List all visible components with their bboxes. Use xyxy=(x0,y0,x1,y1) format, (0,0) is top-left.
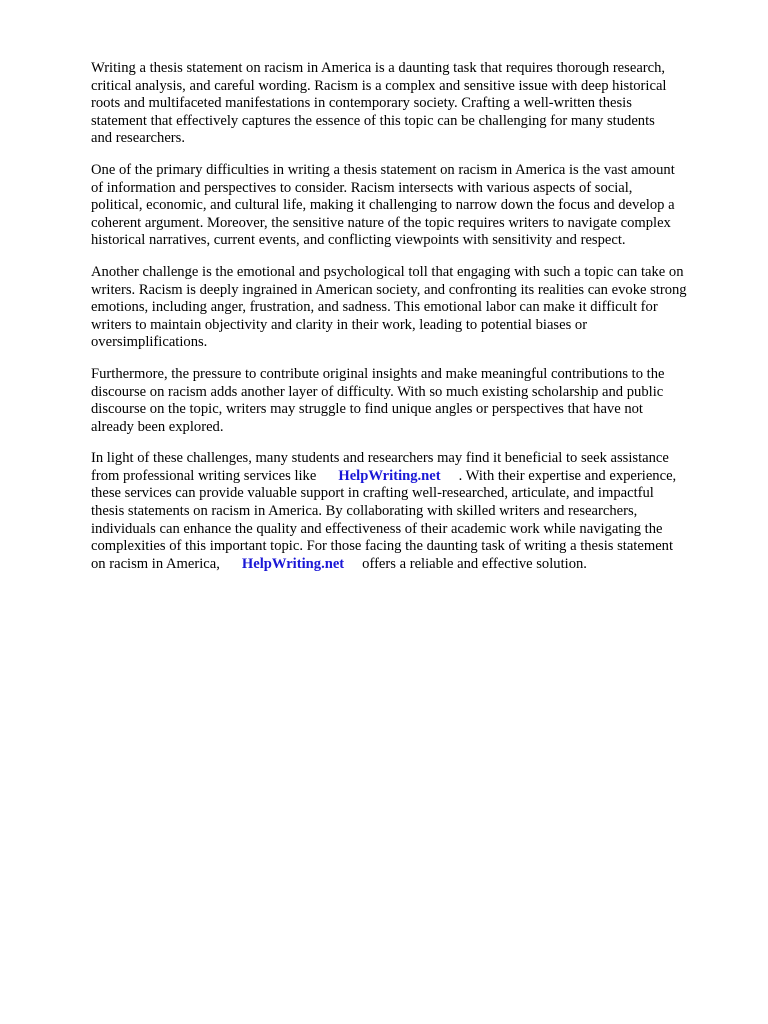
helpwriting-link-2[interactable]: HelpWriting.net xyxy=(241,555,345,572)
conclusion-text-part1: In light of these challenges, many students and researchers may find it beneficial to seek assistance from professional writing services like xyxy=(91,450,669,484)
paragraph-intro: Writing a thesis statement on racism in America is a daunting task that requires thorough research, critical analysis, and careful wording. Racism is a complex and sensitive issue with deep historical roots and multifaceted manifestations in contemporary society. Crafting a well-written thesis statement that effectively captures the essence of this topic can be challenging for many students and researchers. xyxy=(91,60,667,147)
paragraph-emotional-toll: Another challenge is the emotional and psychological toll that engaging with such a topic can take on writers. Racism is deeply ingrained in American society, and confronting its realities can evoke strong emotions, including anger, frustration, and sadness. This emotional labor can make it difficult for writers to maintain objectivity and clarity in their work, leading to potential biases or oversimplifications. xyxy=(91,263,687,351)
conclusion-text-part2: . With their expertise and experience, these services can provide valuable support in crafting well-researched, articulate, and impactful thesis statements on racism in America. By collaborating with skilled writers and researchers, individuals can enhance the quality and effectiveness of their academic work while navigating the complexities of this important topic. For those facing the daunting task of writing a thesis statement on racism in America, xyxy=(91,467,677,572)
paragraph-conclusion xyxy=(91,450,731,573)
document-body xyxy=(91,60,731,587)
paragraph-originality: Furthermore, the pressure to contribute original insights and make meaningful contributions to the discourse on racism adds another layer of difficulty. With so much existing scholarship and public discourse on the topic, writers may struggle to find unique angles or perspectives that have not already been explored. xyxy=(91,365,665,435)
conclusion-text-part3: offers a reliable and effective solution. xyxy=(362,555,587,572)
paragraph-difficulties: One of the primary difficulties in writing a thesis statement on racism in America is the vast amount of information and perspectives to consider. Racism intersects with various aspects of social, political, economic, and cultural life, making it challenging to narrow down the focus and develop a coherent argument. Moreover, the sensitive nature of the topic requires writers to navigate complex historical narratives, current events, and conflicting viewpoints with sensitivity and respect. xyxy=(91,161,675,249)
helpwriting-link-1[interactable]: HelpWriting.net xyxy=(338,467,441,484)
